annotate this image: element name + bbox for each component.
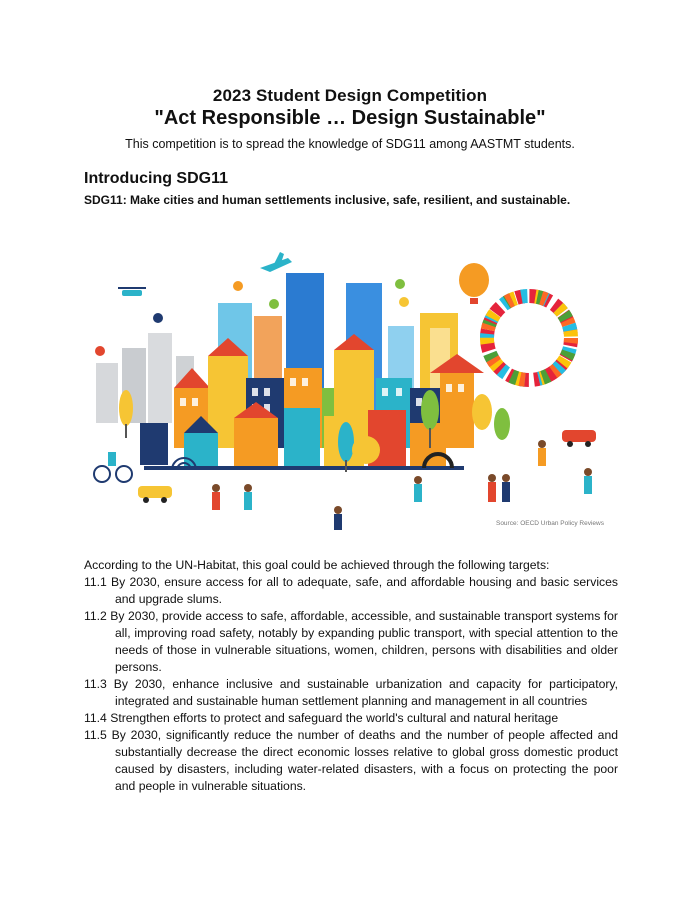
- sdg11-goal-statement: SDG11: Make cities and human settlements inclusive, safe, resilient, and sustainable.: [84, 193, 571, 207]
- document-body: [84, 557, 618, 795]
- target-11-3: 11.3 By 2030, enhance inclusive and sustainable urbanization and capacity for participatory, integrated and sustainable human settlement planning and management in all countries: [84, 677, 618, 708]
- competition-tagline: This competition is to spread the knowledge of SDG11 among AASTMT students.: [125, 137, 575, 151]
- taxi-icon: [138, 486, 172, 503]
- airplane-icon: [260, 252, 292, 272]
- hot-air-balloon-icon: [459, 263, 489, 304]
- image-source-caption: Source: OECD Urban Policy Reviews: [495, 520, 604, 527]
- target-11-1: 11.1 By 2030, ensure access for all to adequate, safe, and affordable housing and basic services and upgrade slums.: [84, 575, 618, 606]
- drone-icon: [118, 288, 146, 296]
- targets-intro: According to the UN-Habitat, this goal could be achieved through the following targets:: [84, 558, 550, 572]
- sdg-color-wheel-icon: [487, 296, 571, 380]
- cyclist-icon: [94, 452, 132, 482]
- target-11-5: 11.5 By 2030, significantly reduce the number of deaths and the number of people affected and substantially decrease the direct economic losses relative to global gross domestic product caused by disasters, including water-related disasters, with a focus on protecting the poor and people in vulnerable situations.: [84, 728, 618, 793]
- car-icon: [562, 430, 596, 447]
- target-11-2: 11.2 By 2030, provide access to safe, affordable, accessible, and sustainable transport systems for all, improving road safety, notably by expanding public transport, with special attention to the needs of those in vulnerable situations, women, children, persons with disabilities and older persons.: [84, 609, 618, 674]
- target-11-4: 11.4 Strengthen efforts to protect and safeguard the world's cultural and natural heritage: [84, 711, 559, 725]
- city-illustration: [84, 238, 616, 538]
- page-title: 2023 Student Design Competition: [212, 86, 488, 105]
- section-heading: Introducing SDG11: [84, 170, 229, 187]
- ground-line: [144, 466, 464, 470]
- competition-slogan: "Act Responsible … Design Sustainable": [154, 107, 546, 129]
